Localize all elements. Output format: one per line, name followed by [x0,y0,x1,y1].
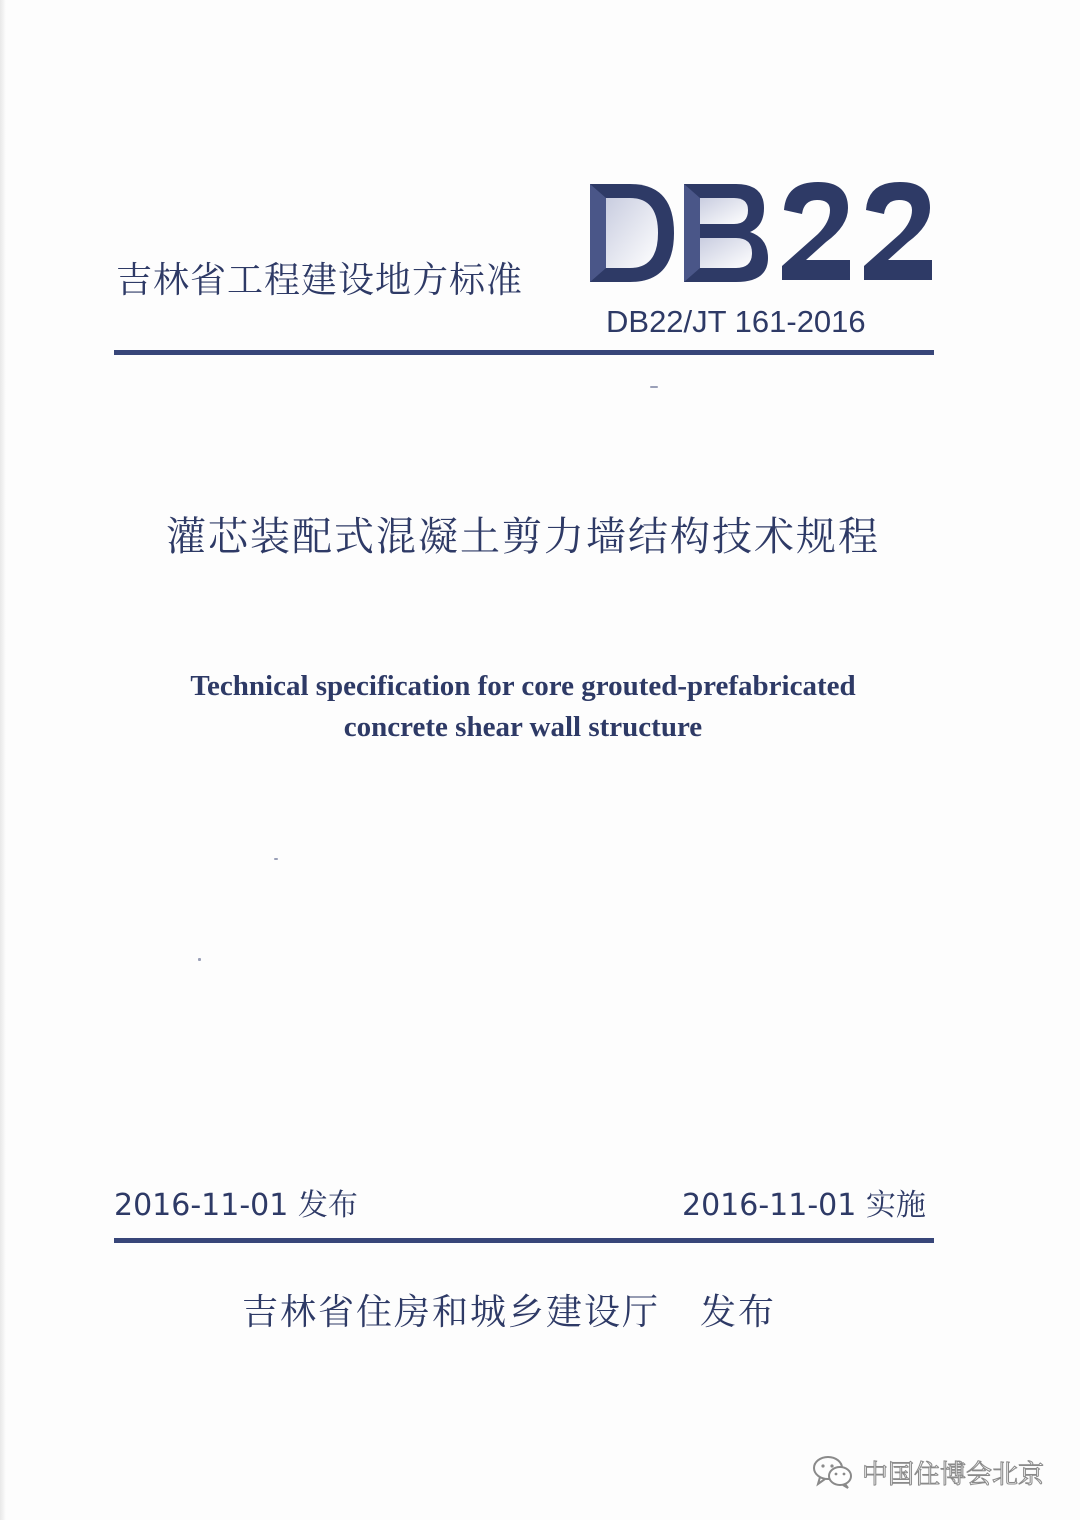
english-title-line2: concrete shear wall structure [343,711,703,743]
watermark [812,1450,1044,1494]
effective-date: 2016-11-01 实施 [682,1188,926,1223]
standard-category: 吉林省工程建设地方标准 [116,260,524,301]
issue-date: 2016-11-01 发布 [114,1188,358,1223]
db22-logo [586,178,936,288]
scan-speck [650,386,658,388]
bottom-divider [114,1238,934,1243]
english-title-line1: Technical specification for core grouted-prefabricated [190,670,856,702]
scan-speck [198,958,201,961]
chinese-title: 灌芯装配式混凝土剪力墙结构技术规程 [166,514,880,560]
top-divider [114,350,934,355]
scan-edge [0,0,6,1520]
publisher [242,1284,776,1335]
wechat-icon [812,1454,854,1490]
standard-number: DB22/JT 161-2016 [606,304,866,339]
scan-speck [274,858,278,860]
publisher-name: 吉林省住房和城乡建设厅 [242,1292,661,1333]
publisher-action: 发布 [700,1292,777,1333]
watermark-text: 中国住博会北京 [862,1459,1045,1490]
